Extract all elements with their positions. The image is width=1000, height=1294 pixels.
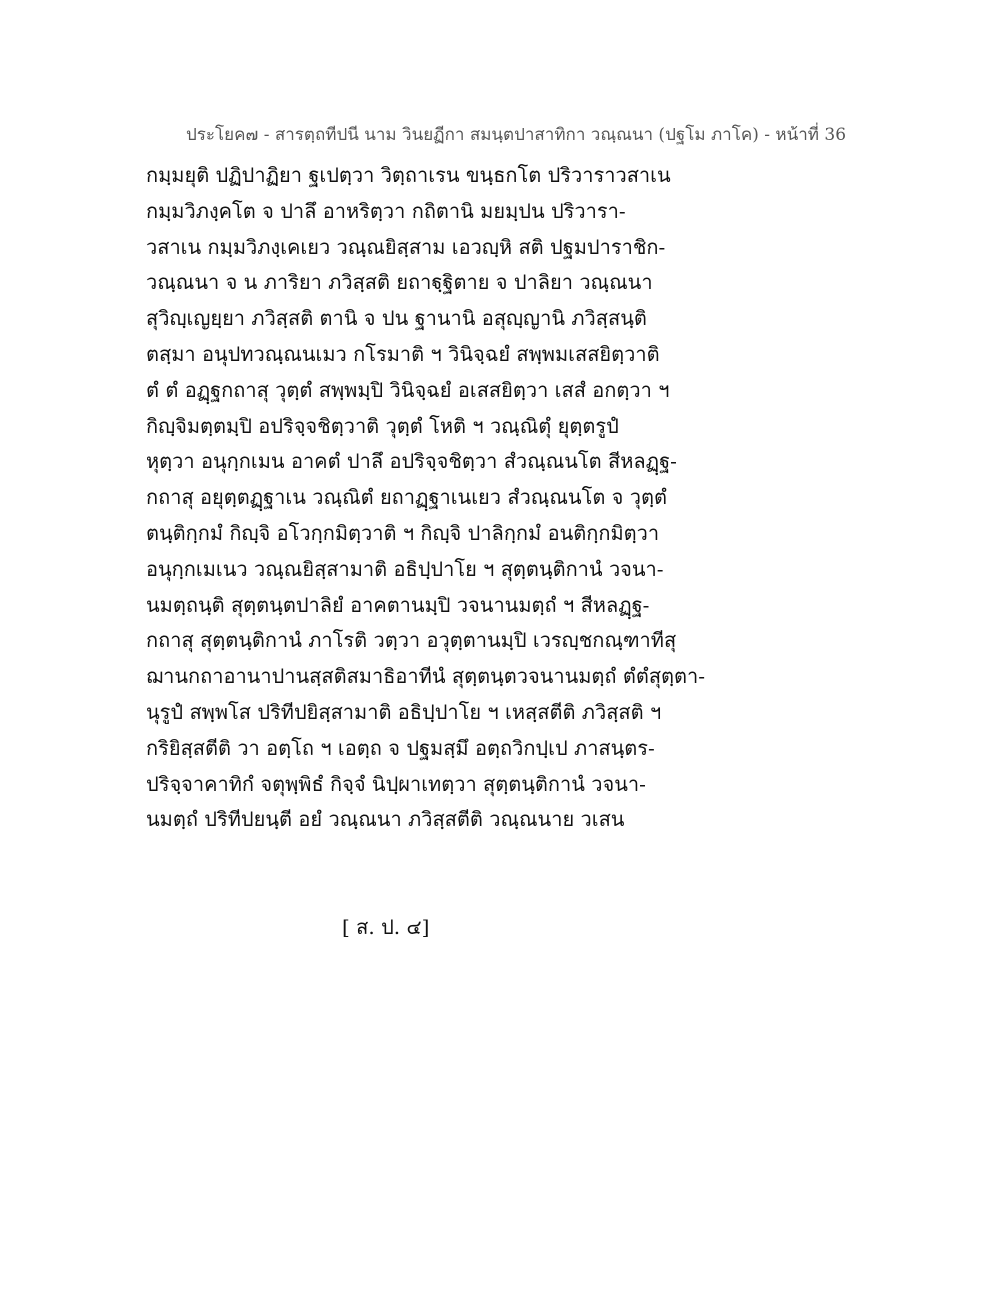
text-line: วณฺณนา จ น ภาริยา ภวิสฺสติ ยถาฐฺฐิตาย จ ปาลิยา วณฺณนา [146,270,653,295]
text-line: กริยิสฺสตีติ วา อตฺโถ ฯ เอตฺถ จ ปฐมสฺมึ อตฺถวิกปฺเป ภาสนฺตร- [146,735,655,760]
text-line: อนุกฺกเมเนว วณฺณยิสฺสามาติ อธิปฺปาโย ฯ สุตฺตนฺติกานํ วจนา- [146,556,664,581]
text-line: ตนฺติกฺกมํ กิญฺจิ อโวกฺกมิตฺวาติ ฯ กิญฺจิ ปาลิกฺกมํ อนติกฺกมิตฺวา [146,520,660,545]
text-line: ปริจฺจาคาทิกํ จตุพฺพิธํ กิจฺจํ นิปฺผาเทตฺวา สุตฺตนฺติกานํ วจนา- [146,771,646,796]
running-header: ประโยค๗ - สารตฺถทีปนี นาม วินยฏีกา สมนฺตปาสาทิกา วณฺณนา (ปฐโม ภาโค) - หน้าที่ 36 [186,125,847,145]
text-line: ตํ ตํ อฏฺฐกถาสุ วุตฺตํ สพฺพมฺปิ วินิจฺฉยํ อเสสยิตฺวา เสสํ อกตฺวา ฯ [146,377,670,402]
text-line: วสาเน กมฺมวิภงฺเคเยว วณฺณยิสฺสาม เอวญฺหิ สติ ปฐมปาราชิก- [146,234,666,259]
text-line: กมฺมวิภงฺคโต จ ปาลึ อาหริตฺวา กถิตานิ มยมฺปน ปริวารา- [146,198,626,223]
signature-mark: [ ส. ป. ๔] [342,915,430,939]
text-line: กิญฺจิมตฺตมฺปิ อปริจฺจชิตฺวาติ วุตฺตํ โหติ ฯ วณฺณิตุํ ยุตฺตรูปํ [146,413,619,438]
text-line: กถาสุ อยุตฺตฏฺฐาเน วณฺณิตํ ยถาฏฺฐาเนเยว สํวณฺณนโต จ วุตฺตํ [146,485,667,510]
text-line: ฌานกถาอานาปานสฺสติสมาธิอาทีนํ สุตฺตนฺตวจนานมตฺถํ ตํตํสุตฺตา- [146,664,706,689]
text-line: กถาสุ สุตฺตนฺติกานํ ภาโรติ วตฺวา อวุตฺตานมฺปิ เวรญฺชกณฺฑาทีสุ [146,628,677,653]
text-line: นมตฺถํ ปริทีปยนฺตี อยํ วณฺณนา ภวิสฺสตีติ วณฺณนาย วเสน [146,807,625,832]
text-line: นุรูปํ สพฺพโส ปริทีปยิสฺสามาติ อธิปฺปาโย ฯ เหสฺสตีติ ภวิสฺสติ ฯ [146,699,662,724]
body-text [146,158,706,838]
text-line: ตสฺมา อนุปทวณฺณนเมว กโรมาติ ฯ วินิจฺฉยํ สพฺพมเสสยิตฺวาติ [146,341,660,366]
text-line: นมตฺถนฺติ สุตฺตนฺตปาลิยํ อาคตานมฺปิ วจนานมตฺถํ ฯ สีหลฏฺฐ- [146,592,650,617]
text-line: กมฺมยุติ ปฏิปาฏิยา ฐเปตฺวา วิตฺถาเรน ขนฺธกโต ปริวาราวสาเน [146,163,671,187]
text-line: สุวิญฺเญยฺยา ภวิสฺสติ ตานิ จ ปน ฐานานิ อสุญฺญานิ ภวิสฺสนฺติ [146,306,647,331]
text-line: หุตฺวา อนุกฺกเมน อาคตํ ปาลึ อปริจฺจชิตฺวา สํวณฺณนโต สีหลฏฺฐ- [146,449,677,474]
